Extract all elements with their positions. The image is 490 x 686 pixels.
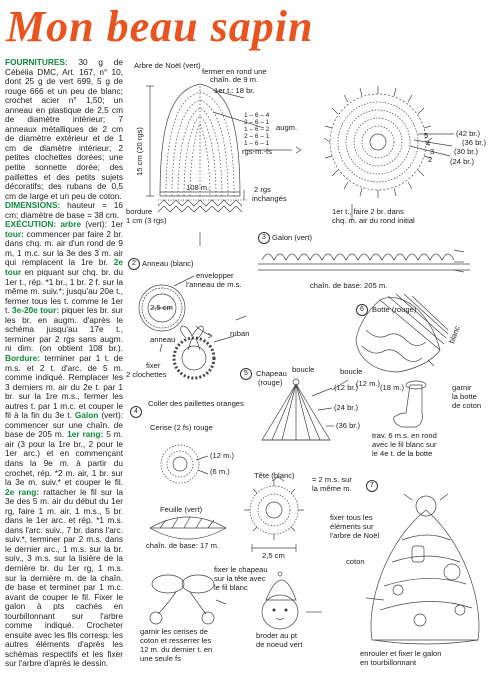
- br42-label: (42 br.): [456, 129, 481, 138]
- garnir-cerises-label: 12 m. du dernier t. en: [140, 645, 213, 654]
- arbre-intro: (vert): 1er: [85, 219, 124, 230]
- fournitures-text: 30 g de Cébélia DMC, Art. 167, n° 10, dont 25 g de vert 699, 5 g de rouge 666 et un peu de blanc; crochet acier n° 1,50; un anneau en plastique de 2,5 cm de diamètre intérieur; 7 anneaux métalliques de 2 cm de diamètre extérieur et de 1 cm de diamètre intérieur; 2 petites clochettes dorées; une petite sonnette dorée; des paillettes et des petits sujets décoratifs; des rubans de 0,5 cm de large et un peu de coton.: [5, 57, 123, 201]
- fixer-chapeau-label: le fil blanc: [214, 583, 248, 592]
- rgs-inchanges-label: 2 rgs: [254, 185, 271, 194]
- boucle-label: boucle: [340, 367, 363, 376]
- anneau-blanc-label: Anneau (blanc): [142, 259, 194, 268]
- galon-text: (vert): commencer sur une chaîn. de base de 205 m.: [5, 410, 124, 440]
- rang1-text: 5 m. air (3 pour la 1re br., 2 pour le 1er arc.) et en commençant dans la 9e m. à partir du crochet, rép. *2 m. air, 1 br. sur la 3e m. suiv.* et couper le fil.: [5, 429, 123, 488]
- diameter-label: 2,5 cm: [262, 551, 285, 560]
- leaf-chart-diagram: [150, 517, 226, 539]
- galon-label: Galon (vert): [272, 233, 313, 242]
- garnir-label: de coton: [452, 401, 482, 410]
- page-title: Mon beau sapin: [6, 2, 314, 51]
- garnir-label: garnir: [452, 383, 472, 392]
- chain-17-label: chaîn. de base: 17 m.: [146, 541, 220, 550]
- chapeau-label: Chapeau: [256, 369, 287, 378]
- tour2-heading: 2e tour: [5, 257, 123, 278]
- seq-label: 2 – 6 – 1: [244, 133, 270, 140]
- first-round-label: 1er t.: 18 br.: [214, 86, 255, 95]
- rouge-label: (rouge): [258, 378, 283, 387]
- galon-heading: Galon: [74, 410, 99, 421]
- feuille-label: Feuille (vert): [160, 505, 203, 514]
- enrouler-label: en tourbillonnant: [360, 658, 417, 667]
- br30-label: (30 br.): [454, 147, 479, 156]
- step-number: 6: [356, 304, 368, 316]
- seq-label: 1 – 6 – 4: [244, 112, 270, 119]
- execution-heading: EXÉCUTION:: [5, 219, 57, 230]
- galon-diagram: [258, 250, 470, 272]
- chain-205-label: chaîn. de base: 205 m.: [310, 281, 388, 290]
- rang2-heading: 2e rang:: [5, 486, 40, 497]
- garnir-cerises-label: une seule fs: [140, 654, 181, 663]
- rang1-heading: 1er rang:: [67, 429, 104, 440]
- garnir-cerises-label: garnir les cerises de: [140, 627, 208, 636]
- anneau-label: anneau: [150, 335, 176, 344]
- garnir-label: la botte: [452, 392, 477, 401]
- br36-label: (36 br.): [336, 421, 361, 430]
- circle-caption: 1er t., faire 2 br. dans: [332, 207, 404, 216]
- m6-label: (6 m.): [210, 467, 230, 476]
- seq-label: 2 – 6 – 1: [244, 119, 270, 126]
- broder-label: broder au pt: [256, 631, 297, 640]
- ruban-label: ruban: [230, 329, 250, 338]
- wreath-drawing: [174, 326, 234, 378]
- dimensions-heading: DIMENSIONS:: [5, 200, 61, 211]
- envelopper-label: envelopper: [196, 271, 234, 280]
- m12-label: (12 m.): [356, 379, 381, 388]
- tour3-heading: 3e-20e tour:: [12, 305, 60, 316]
- height-label: 15 cm (20 rgs): [135, 127, 144, 176]
- step-number: 4: [130, 406, 142, 418]
- legend-label: = 2 m.s. sur: [312, 475, 352, 484]
- bordure-text: terminer par 1 t. de m.s. et 2 t. d'arc. de 5 m. comme indiqué. Remplacer les 3 derniers m. air du 2e t. par 1 br. sur la 1re m.s., fermer les autres t. par 1 m.c. et couper le fil à la fin du 3e t.: [5, 352, 123, 421]
- cherry-chart-diagram: [161, 445, 208, 483]
- arbre-heading: arbre: [60, 219, 82, 230]
- trav-label: avec le fil blanc sur: [372, 440, 437, 449]
- ring-number: 3: [430, 147, 435, 156]
- step-number: 5: [240, 368, 252, 380]
- fournitures-heading: FOURNITURES:: [5, 57, 68, 67]
- dimensions-text: hauteur = 16 cm; diamètre de base = 38 cm.: [5, 200, 124, 220]
- rgs-m-fs-label: rgs-m.-fs: [242, 147, 272, 156]
- coller-label: Coller des paillettes oranges: [148, 399, 244, 408]
- fixer-label: fixer: [146, 361, 161, 370]
- broder-label: de noeud vert: [256, 640, 303, 649]
- fixer-tous-label: l'arbre de Noël: [330, 531, 380, 540]
- step-number: 7: [366, 480, 378, 492]
- head-figure-drawing: [262, 572, 298, 629]
- br12-label: (12 br.): [334, 383, 359, 392]
- circle-caption: chq. m. air du rond initial: [332, 216, 415, 225]
- width-108-label: 108 m.: [186, 183, 210, 192]
- rgs-inchanges-label: inchangés: [252, 194, 287, 203]
- circle-chart-diagram: [324, 86, 454, 198]
- fixer-chapeau-label: fixer le chapeau: [214, 565, 268, 574]
- fixer-tous-label: éléments sur: [330, 522, 374, 531]
- augm-label: augm.: [276, 123, 298, 132]
- step-number: 2: [128, 258, 140, 270]
- fixer-label: 2 clochettes: [126, 370, 167, 379]
- envelopper-label: l'anneau de m.s.: [186, 280, 242, 289]
- chain-9m-label: chaîn. de 9 m.: [210, 75, 259, 84]
- rang2-text: rattacher le fil sur la 3e des 5 m. air du début du 1er rg, faire 1 m. air, 1 m.s., 5 br. dans le 1er arc. et rép. *1 m.s. dans l'arc. suiv., 7 br. dans l'arc. suiv.*, terminer par 2 m.s. dans le dernier arc., 1 m.s. sur la br. suiv., 3 m.s. sur la lisière de la dernière br. du 1er rg, 1 m.s. sur la dernière m. de la chaîn. de base et terminer par 1 m.c. avant de couper le fil. Fixer le galon à pts cachés en tourbillonnant sur l'arbre comme indiqué. Crocheter ensuite avec les fils corresp. les autres éléments d'après les schémas respectifs et les fixer sur l'arbre d'après le dessin.: [5, 486, 123, 669]
- finished-tree-drawing: [371, 494, 479, 644]
- ring-number: 4: [426, 139, 431, 148]
- fermer-rond-label: fermer en rond une: [202, 67, 267, 76]
- br36-label: (36 br.): [462, 138, 487, 147]
- cerise-label: Cerise (2 fs) rouge: [150, 423, 213, 432]
- tete-label: Tête (blanc): [254, 471, 295, 480]
- arbre-noel-label: Arbre de Noël (vert): [134, 61, 201, 70]
- trav-label: le 4e t. de la botte: [372, 449, 433, 458]
- step-number: 3: [258, 232, 270, 244]
- bordure-heading: Bordure:: [5, 352, 41, 363]
- seq-label: 1 – 6 – 1: [244, 140, 270, 147]
- tree-chart-diagram: [146, 84, 301, 212]
- coton-label: coton: [346, 557, 365, 566]
- diameter-label: 2,5 cm: [150, 303, 173, 312]
- garnir-cerises-label: coton et resserrer les: [140, 636, 212, 645]
- tour1-text: commencer par faire 2 br. dans chq. m. air d'un rond de 9 m, 1 m.c. sur la 3e des 3 m. air qui remplacent la 1re br.: [5, 228, 124, 268]
- tour2-text: en piquant sur chq. br. du 1er t., rép. *1 br., 1 br. 2 f. sur la même m. suiv.*; jusqu'au 20e t., fermer tous les t. comme le 1er t.: [5, 267, 123, 316]
- blanc-label: blanc: [447, 324, 462, 345]
- bordure-label: bordure: [126, 207, 153, 216]
- seq-label: 1 – 6 – 2: [244, 126, 270, 133]
- m18-label: (18 m.): [380, 383, 405, 392]
- m12-label: (12 m.): [210, 451, 235, 460]
- tour1-heading: tour:: [5, 228, 24, 239]
- br24-label: (24 br.): [450, 157, 475, 166]
- tour3-text: piquer les br. sur les br. en augm. d'après le schéma jusqu'au 17e t., terminer par 2 rgs sans augm. ni dim. (on obtient 108 br.).: [5, 305, 123, 354]
- head-chart-diagram: [244, 477, 304, 552]
- enrouler-label: enrouler et fixer le galon: [360, 649, 442, 658]
- ring-number: 2: [428, 155, 433, 164]
- fixer-tous-label: fixer tous les: [330, 513, 373, 522]
- ring-number: 5: [424, 131, 429, 140]
- boucle-label: boucle: [292, 365, 315, 374]
- cherries-drawing: [150, 575, 214, 624]
- br24-label: (24 br.): [334, 403, 359, 412]
- botte-label: Botte (rouge): [372, 305, 417, 314]
- hat-chart-diagram: [262, 379, 334, 440]
- trav-label: trav. 6 m.s. en rond: [372, 431, 437, 440]
- legend-label: la même m.: [312, 484, 352, 493]
- fixer-chapeau-label: sur la tête avec: [214, 574, 266, 583]
- bordure-size-label: 1 cm (3 rgs): [126, 216, 167, 225]
